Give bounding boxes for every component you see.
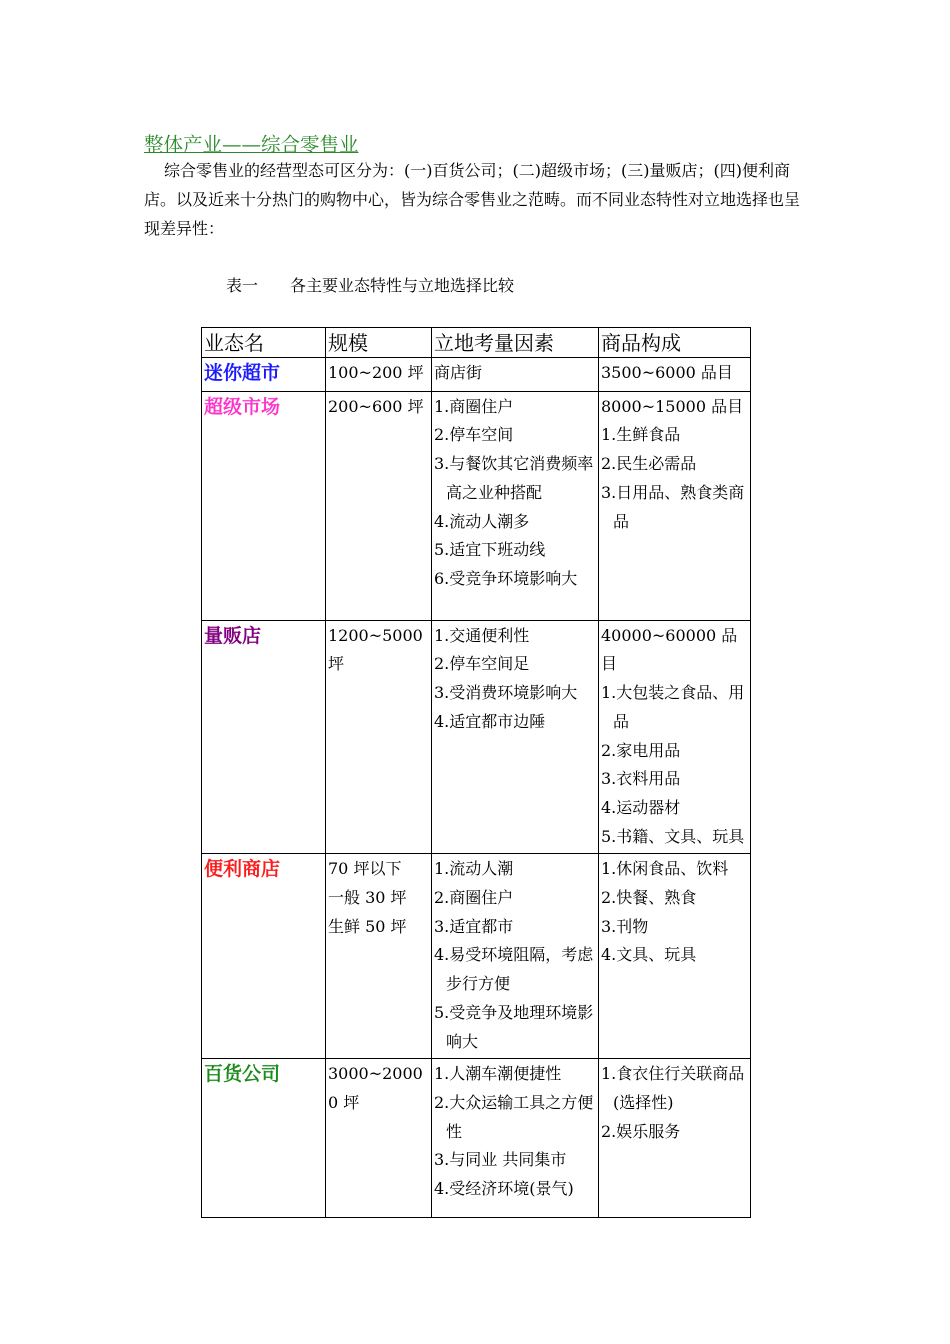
goods-item: 3.刊物 — [601, 916, 649, 936]
factor-item: 5.受竞争及地理环境影响大 — [434, 1002, 594, 1051]
scale-cell — [326, 358, 432, 392]
goods-item: 8000~15000 品目 — [601, 396, 744, 416]
goods-item: 1.食衣住行关联商品(选择性) — [601, 1064, 745, 1112]
table-title: 各主要业态特性与立地选择比较 — [290, 276, 515, 295]
factor-item: 2.商圈住户 — [434, 888, 514, 908]
factor-item: 2.停车空间 — [434, 425, 514, 445]
factor-item: 1.人潮车潮便捷性 — [434, 1064, 562, 1084]
goods-cell — [599, 358, 751, 392]
factors-cell — [432, 391, 599, 620]
format-name-cell — [202, 854, 326, 1059]
scale-line: 200~600 坪 — [328, 396, 424, 416]
table-row — [202, 620, 751, 854]
goods-item: 2.民生必需品 — [601, 454, 697, 474]
factor-item: 1.商圈住户 — [434, 396, 514, 416]
scale-cell — [326, 620, 432, 854]
factor-item: 1.流动人潮 — [434, 859, 514, 879]
factor-item: 4.受经济环境(景气) — [434, 1179, 574, 1199]
table-caption — [226, 273, 514, 296]
goods-cell — [599, 391, 751, 620]
goods-item: 3500~6000 品目 — [601, 363, 733, 382]
factor-item: 4.流动人潮多 — [434, 511, 530, 531]
factor-item: 2.停车空间足 — [434, 654, 530, 674]
scale-cell — [326, 1059, 432, 1218]
scale-line: 一般 30 坪 — [328, 888, 407, 908]
scale-line: 70 坪以下 — [328, 859, 402, 879]
goods-item: 2.快餐、熟食 — [601, 888, 697, 908]
factor-item: 5.适宜下班动线 — [434, 540, 546, 560]
scale-cell — [326, 854, 432, 1059]
format-name: 量贩店 — [204, 624, 262, 647]
factor-item: 6.受竞争环境影响大 — [434, 568, 578, 588]
scale-line: 3000~20000 坪 — [328, 1064, 423, 1112]
table-header-row — [202, 328, 751, 358]
scale-cell — [326, 391, 432, 620]
table-row — [202, 358, 751, 392]
factor-item: 3.适宜都市 — [434, 916, 514, 936]
intro-paragraph — [144, 156, 810, 243]
goods-item: 3.日用品、熟食类商品 — [601, 482, 745, 531]
scale-line: 100~200 坪 — [328, 363, 424, 382]
factor-item: 3.与同业 共同集市 — [434, 1150, 567, 1170]
goods-item: 5.书籍、文具、玩具 — [601, 826, 745, 846]
format-name-cell — [202, 620, 326, 854]
goods-item: 40000~60000 品目 — [601, 625, 738, 674]
table-number: 表一 — [226, 276, 259, 295]
format-name: 百货公司 — [204, 1063, 281, 1086]
factor-item: 3.受消费环境影响大 — [434, 683, 578, 703]
factor-item: 商店街 — [434, 363, 483, 382]
scale-line: 生鲜 50 坪 — [328, 916, 407, 936]
table-row — [202, 1059, 751, 1218]
factors-cell — [432, 620, 599, 854]
goods-item: 4.运动器材 — [601, 797, 681, 817]
header-scale: 规模 — [326, 328, 432, 358]
goods-item: 4.文具、玩具 — [601, 945, 697, 965]
header-format: 业态名 — [202, 328, 326, 358]
factors-cell — [432, 1059, 599, 1218]
factor-item: 4.适宜都市边陲 — [434, 711, 546, 731]
format-name: 超级市场 — [204, 395, 281, 418]
comparison-table — [201, 327, 751, 1218]
factor-item: 1.交通便利性 — [434, 625, 530, 645]
format-name-cell — [202, 391, 326, 620]
factor-item: 2.大众运输工具之方便性 — [434, 1092, 594, 1141]
scale-line: 1200~5000 坪 — [328, 625, 423, 674]
goods-item: 2.家电用品 — [601, 740, 681, 760]
intro-text: 综合零售业的经营型态可区分为：(一)百货公司；(二)超级市场；(三)量贩店；(四)便利商店。以及近来十分热门的购物中心，皆为综合零售业之范畴。而不同业态特性对立地选择也呈现差异性： — [144, 161, 801, 238]
header-factors: 立地考量因素 — [432, 328, 599, 358]
format-name-cell — [202, 358, 326, 392]
goods-item: 3.衣料用品 — [601, 769, 681, 789]
factor-item: 3.与餐饮其它消费频率高之业种搭配 — [434, 454, 594, 502]
format-name: 便利商店 — [204, 858, 281, 881]
factors-cell — [432, 854, 599, 1059]
factor-item: 4.易受环境阻隔，考虑步行方便 — [434, 945, 594, 994]
table-row — [202, 854, 751, 1059]
goods-item: 1.生鲜食品 — [601, 425, 681, 445]
format-name-cell — [202, 1059, 326, 1218]
table-row — [202, 391, 751, 620]
goods-cell — [599, 854, 751, 1059]
header-goods: 商品构成 — [599, 328, 751, 358]
section-heading: 整体产业——综合零售业 — [144, 133, 359, 156]
goods-item: 1.大包装之食品、用品 — [601, 683, 745, 731]
goods-item: 2.娱乐服务 — [601, 1121, 681, 1141]
goods-cell — [599, 620, 751, 854]
goods-item: 1.休闲食品、饮料 — [601, 859, 729, 879]
goods-cell — [599, 1059, 751, 1218]
format-name: 迷你超市 — [204, 362, 281, 384]
factors-cell — [432, 358, 599, 392]
